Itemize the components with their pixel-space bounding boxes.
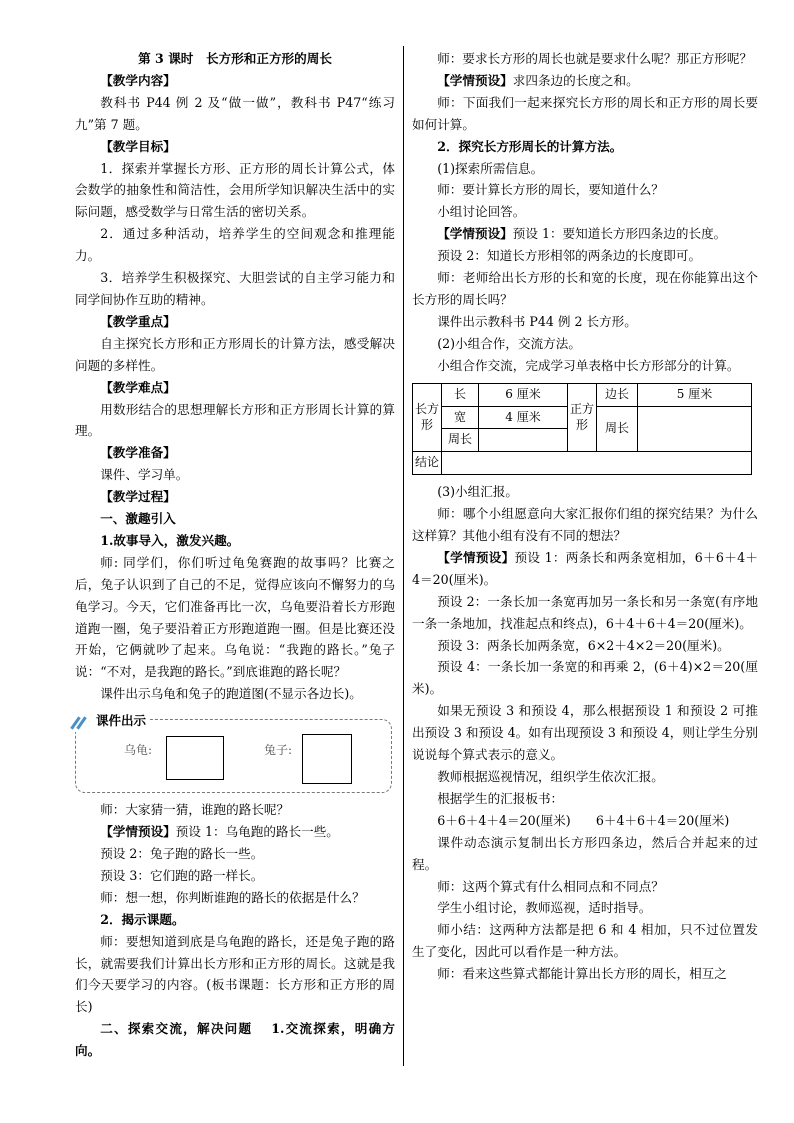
rectangle-track	[166, 736, 224, 780]
r-para-11: 课件出示教科书 P44 例 2 长方形。	[437, 313, 637, 329]
presumption-tag: 【学情预设】	[100, 824, 176, 840]
r-para-18: 预设 3：两条长加两条宽，6×2＋4×2＝20(厘米)。	[437, 637, 730, 653]
heading-process: 【教学过程】	[100, 489, 176, 505]
r-para-12: (2)小组合作，交流方法。	[437, 335, 581, 351]
right-column	[412, 48, 758, 985]
square-track	[302, 734, 352, 784]
presumption-2: 预设 2：兔子跑的路长一些。	[100, 846, 264, 861]
r-para-10: 师：老师给出长方形的长和宽的长度，现在你能算出这个长方形的周长吗？	[412, 270, 758, 307]
width-value: 4 厘米	[479, 406, 568, 429]
perimeter-value	[479, 429, 568, 452]
section-1-2-title: 2．揭示课题。	[100, 911, 185, 927]
r-para-2: 【学情预设】求四条边的长度之和。	[437, 72, 639, 88]
figure-tag	[70, 710, 150, 732]
r-para-1: 师：要求长方形的周长也就是要求什么呢？那正方形呢？	[437, 51, 753, 66]
question-2: 师：想一想，你判断谁跑的路长的依据是什么？	[100, 889, 365, 905]
side-value: 5 厘米	[638, 383, 752, 406]
rabbit-label: 兔子:	[264, 743, 293, 758]
column-divider	[403, 46, 404, 1066]
r-para-20: 如果无预设 3 和预设 4，那么根据预设 1 和预设 2 可推出预设 3 和预设 4。如有出现预设 3 和预设 4，则让学生分别说说每个算式表示的意义。	[412, 703, 758, 763]
r-para-17: 预设 2：一条长加一条宽再加另一条长和另一条宽(有序地一条一条地加，找准起点和终点)，6＋4＋6＋4＝20(厘米)。	[412, 593, 758, 631]
heading-goals: 【教学目标】	[100, 138, 176, 154]
story-text: 师: 同学们，你们听过龟兔赛跑的故事吗？比赛之后，兔子认识到了自己的不足，觉得应该向不懈努力的乌龟学习。今天，它们准备再比一次，乌龟要沿着长方形跑道跑一圈，兔子要沿着正方形跑道跑一圈。但是比赛还没开始，它俩就吵了起来。乌龟说：“我跑的路长。”兔子说：“不对，是我跑的路长。”到底谁跑的路长呢？	[75, 554, 395, 680]
presumption-3: 预设 3：它们跑的路一样长。	[100, 867, 264, 883]
show-text: 课件出示乌龟和兔子的跑道图(不显示各边长)。	[100, 686, 362, 702]
figure-tag-label: 课件出示	[96, 713, 147, 729]
conclusion-value	[442, 452, 752, 475]
r-para-13: 小组合作交流，完成学习单表格中长方形部分的计算。	[437, 357, 740, 373]
r-para-21: 教师根据巡视情况，组织学生依次汇报。	[437, 769, 664, 784]
courseware-figure	[75, 713, 392, 793]
width-label: 宽	[442, 406, 479, 429]
r-para-9: 预设 2：知道长方形相邻的两条边的长度即可。	[437, 248, 702, 264]
perimeter-label: 周长	[442, 429, 479, 452]
left-column	[75, 48, 395, 1062]
r-para-15: 师：哪个小组愿意向大家汇报你们组的探究结果？为什么这样算？其他小组有没有不同的想法？	[412, 506, 758, 544]
r-para-6: 师：要计算长方形的周长，要知道什么？	[437, 182, 664, 198]
r-para-14: (3)小组汇报。	[437, 484, 518, 500]
r-para-8: 【学情预设】预设 1：要知道长方形四条边的长度。	[437, 226, 727, 242]
lesson-title: 第 3 课时 长方形和正方形的周长	[138, 51, 332, 66]
goal-1: 1．探索并掌握长方形、正方形的周长计算公式，体会数学的抽象性和简洁性，会用所学知识解决生活中的实际问题，感受数学与日常生活的密切关系。	[75, 160, 395, 220]
length-value: 6 厘米	[479, 383, 568, 406]
section-1-1-title: 1.故事导入，激发兴趣。	[100, 532, 240, 548]
r-para-22: 根据学生的汇报板书：	[437, 790, 564, 806]
conclusion-label: 结论	[413, 452, 442, 475]
tortoise-label: 乌龟:	[124, 743, 153, 758]
heading-prep: 【教学准备】	[100, 445, 176, 461]
side-label: 边长	[597, 383, 638, 406]
goal-3: 3．培养学生积极探究、大胆尝试的自主学习能力和同学间协作互助的精神。	[75, 270, 395, 307]
prep-text: 课件、学习单。	[100, 467, 189, 483]
r-para-7: 小组讨论回答。	[437, 204, 526, 220]
sq-perimeter-value	[638, 406, 752, 452]
r-para-24: 课件动态演示复制出长方形四条边，然后合并起来的过程。	[412, 834, 758, 872]
question-1: 师：大家猜一猜，谁跑的路长呢？	[100, 802, 290, 818]
r-para-16: 【学情预设】预设 1：两条长和两条宽相加，6＋6＋4＋4＝20(厘米)。	[412, 549, 758, 587]
sq-perimeter-label: 周长	[597, 406, 638, 452]
pencil-icon	[74, 714, 90, 728]
presumption-1: 【学情预设】预设 1：乌龟跑的路长一些。	[100, 824, 339, 840]
r-para-26: 学生小组讨论，教师巡视，适时指导。	[437, 900, 652, 916]
heading-difficult: 【教学难点】	[100, 379, 176, 395]
heading-content: 【教学内容】	[100, 72, 176, 88]
r-para-27: 师小结：这两种方法都是把 6 和 4 相加，只不过位置发生了变化，因此可以看作是一种方法。	[412, 922, 758, 960]
square-label: 正方形	[568, 383, 597, 452]
rect-label: 长方形	[413, 383, 442, 452]
goal-2: 2．通过多种活动，培养学生的空间观念和推理能力。	[75, 226, 395, 264]
content-text: 教科书 P44 例 2 及“做一做”，教科书 P47“练习九”第 7 题。	[75, 94, 395, 132]
difficult-text: 用数形结合的思想理解长方形和正方形周长计算的算理。	[75, 401, 395, 439]
r-para-19: 预设 4：一条长加一条宽的和再乘 2，(6＋4)×2＝20(厘米)。	[412, 659, 758, 697]
study-sheet-table	[412, 383, 752, 476]
heading-key: 【教学重点】	[100, 313, 176, 329]
r-section-2: 2．探究长方形周长的计算方法。	[437, 138, 623, 154]
section-1-title: 一、激趣引入	[100, 511, 176, 527]
r-para-25: 师：这两个算式有什么相同点和不同点？	[437, 878, 664, 894]
r-para-3: 师：下面我们一起来探究长方形的周长和正方形的周长要如何计算。	[412, 94, 758, 132]
key-text: 自主探究长方形和正方形周长的计算方法，感受解决问题的多样性。	[75, 335, 395, 373]
r-para-28: 师：看来这些算式都能计算出长方形的周长，相互之	[437, 966, 727, 982]
length-label: 长	[442, 383, 479, 406]
section-2-title: 二、探索交流，解决问题 1.交流探索，明确方向。	[75, 1021, 396, 1059]
reveal-text: 师：要想知道到底是乌龟跑的路长，还是兔子跑的路长，就需要我们计算出长方形和正方形的周长。这就是我们今天要学习的内容。(板书课题：长方形和正方形的周长)	[75, 933, 395, 1015]
r-formulas: 6＋6＋4＋4＝20(厘米) 6＋4＋6＋4＝20(厘米)	[437, 812, 730, 828]
r-para-5: (1)探索所需信息。	[437, 160, 544, 176]
